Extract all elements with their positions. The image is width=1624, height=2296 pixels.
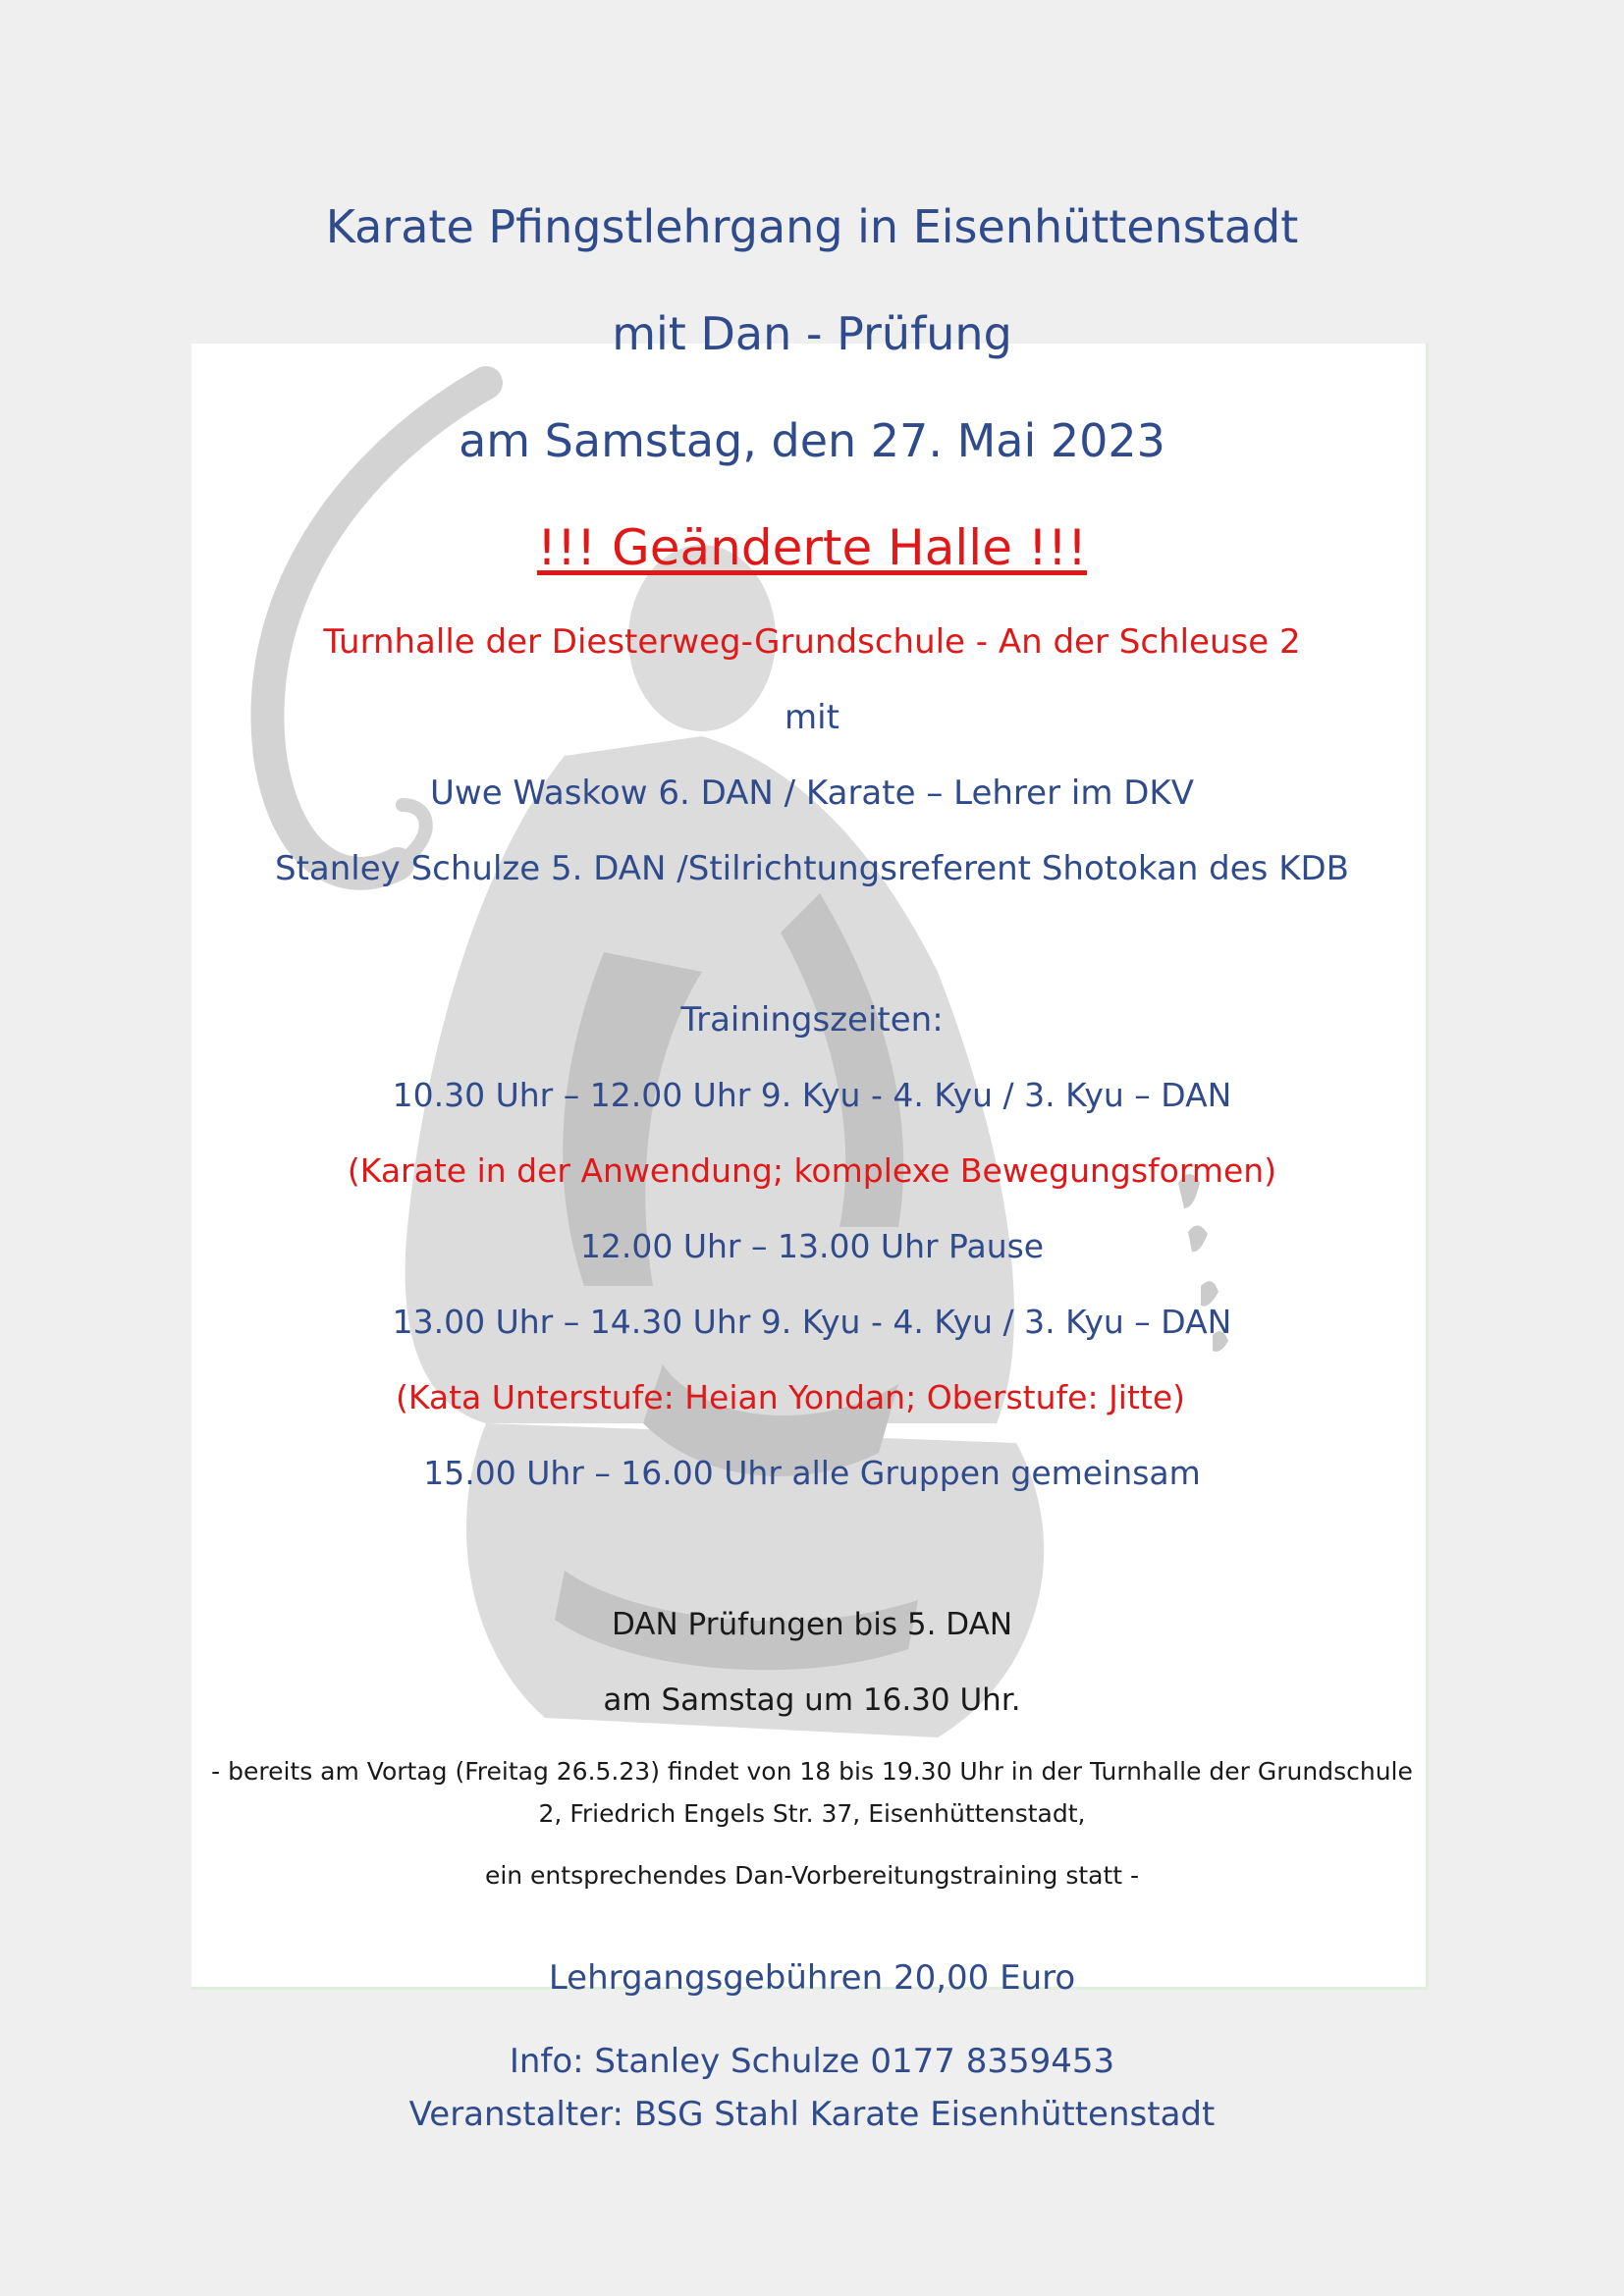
prep-training-line-1: - bereits am Vortag (Freitag 26.5.23) findet von 18 bis 19.30 Uhr in der Turnhalle der Grundschule <box>211 1757 1413 1786</box>
schedule-session-3: 15.00 Uhr – 16.00 Uhr alle Gruppen gemeinsam <box>423 1454 1201 1492</box>
schedule-session-2-note: (Kata Unterstufe: Heian Yondan; Oberstufe: Jitte) <box>395 1378 1186 1416</box>
trainer-1: Uwe Waskow 6. DAN / Karate – Lehrer im DKV <box>430 774 1194 813</box>
title-line-2: mit Dan - Prüfung <box>612 307 1012 360</box>
changed-hall-alert: !!! Geänderte Halle !!! <box>537 519 1087 576</box>
prep-training-line-2: 2, Friedrich Engels Str. 37, Eisenhüttenstadt, <box>538 1799 1086 1828</box>
schedule-session-2: 13.00 Uhr – 14.30 Uhr 9. Kyu - 4. Kyu / 3. Kyu – DAN <box>392 1303 1232 1341</box>
trainer-2: Stanley Schulze 5. DAN /Stilrichtungsreferent Shotokan des KDB <box>274 849 1349 888</box>
schedule-session-1: 10.30 Uhr – 12.00 Uhr 9. Kyu - 4. Kyu / 3. Kyu – DAN <box>392 1076 1232 1114</box>
course-fee: Lehrgangsgebühren 20,00 Euro <box>548 1958 1076 1998</box>
contact-info: Info: Stanley Schulze 0177 8359453 <box>509 2042 1115 2081</box>
venue-address: Turnhalle der Diesterweg-Grundschule - An der Schleuse 2 <box>323 622 1301 662</box>
schedule-heading: Trainingszeiten: <box>680 1000 944 1040</box>
prep-training-line-3: ein entsprechendes Dan-Vorbereitungstraining statt - <box>484 1861 1140 1890</box>
schedule-pause: 12.00 Uhr – 13.00 Uhr Pause <box>579 1227 1045 1265</box>
with-label: mit <box>785 698 839 737</box>
title-line-3: am Samstag, den 27. Mai 2023 <box>459 414 1165 467</box>
organizer: Veranstalter: BSG Stahl Karate Eisenhüttenstadt <box>408 2095 1216 2134</box>
dan-exam-heading: DAN Prüfungen bis 5. DAN <box>611 1607 1013 1642</box>
schedule-session-1-note: (Karate in der Anwendung; komplexe Bewegungsformen) <box>347 1151 1277 1190</box>
title-line-1: Karate Pfingstlehrgang in Eisenhüttenstadt <box>325 200 1299 253</box>
dan-exam-time: am Samstag um 16.30 Uhr. <box>603 1682 1021 1718</box>
